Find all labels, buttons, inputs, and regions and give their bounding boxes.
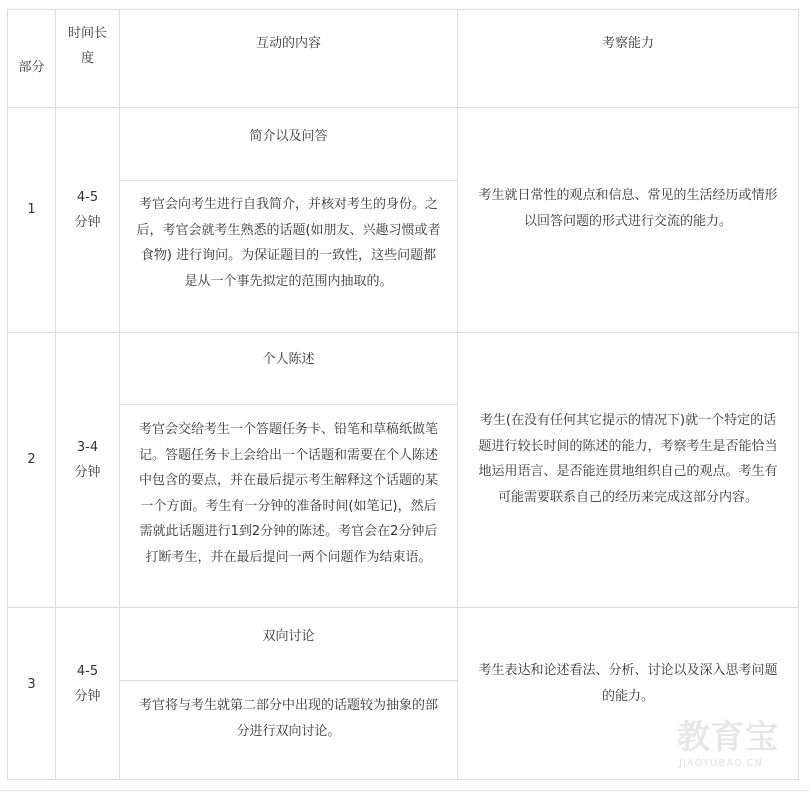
watermark-logo-text: 教育宝 — [677, 717, 779, 756]
row2-topic: 个人陈述 — [262, 352, 315, 367]
ability-line: 的能力。 — [601, 688, 654, 704]
header-content: 互动的内容 — [255, 36, 321, 51]
row1-duration-line2: 分钟 — [74, 215, 101, 230]
content-line: 一个方面。考生有一分钟的准备时间(如笔记)，然后 — [140, 498, 437, 514]
header-duration-line2: 度 — [80, 51, 94, 66]
grid-line — [798, 9, 799, 780]
row1-topic: 简介以及问答 — [249, 129, 328, 144]
row1-duration-line1: 4-5 — [76, 190, 99, 205]
ability-line: 考生就日常性的观点和信息、常见的生活经历或情形 — [478, 188, 778, 203]
watermark-logo — [677, 718, 795, 776]
header-part: 部分 — [18, 60, 45, 75]
grid-line — [7, 779, 799, 780]
row3-duration-line1: 4-5 — [76, 664, 99, 679]
content-line: 食物) 进行询问。为保证题目的一致性，这些问题都 — [140, 248, 437, 263]
row3-duration-line2: 分钟 — [74, 689, 101, 704]
ability-line: 可能需要联系自己的经历来完成这部分内容。 — [497, 489, 758, 505]
grid-line — [7, 9, 799, 10]
row2-ability — [458, 408, 798, 510]
content-line: 后，考官会就考生熟悉的话题(如朋友、兴趣习惯或者 — [136, 222, 441, 238]
row2-part: 2 — [27, 452, 36, 467]
content-line: 需就此话题进行1到2分钟的陈述。考官会在2分钟后 — [139, 524, 438, 539]
row1-part: 1 — [27, 202, 36, 217]
grid-line — [119, 180, 457, 181]
content-line: 是从一个事先拟定的范围内抽取的。 — [184, 273, 393, 289]
content-line: 分进行双向讨论。 — [236, 723, 341, 739]
ability-line: 题进行较长时间的陈述的能力，考察考生是否能恰当 — [478, 438, 778, 454]
grid-line — [7, 9, 8, 780]
page-bottom-rule — [0, 790, 809, 791]
content-line: 打断考生，并在最后提问一两个问题作为结束语。 — [145, 549, 432, 565]
content-line: 中包含的要点，并在最后提示考生解释这个话题的某 — [138, 473, 438, 488]
grid-line — [7, 332, 799, 333]
row2-content — [120, 417, 457, 570]
row2-duration-line2: 分钟 — [74, 465, 101, 480]
grid-line — [7, 107, 799, 108]
grid-line — [119, 404, 457, 405]
row3-content — [120, 693, 457, 744]
ability-line: 考生(在没有任何其它提示的情况下)就一个特定的话 — [479, 413, 777, 428]
watermark-site: JIAOYUBAO.CN — [679, 758, 763, 769]
row3-topic: 双向讨论 — [262, 629, 315, 644]
content-line: 考官将与考生就第二部分中出现的话题较为抽象的部 — [138, 698, 438, 713]
row1-ability — [458, 183, 798, 234]
grid-line — [119, 680, 457, 681]
row2-duration-line1: 3-4 — [76, 440, 99, 455]
content-line: 考官会向考生进行自我简介，并核对考生的身份。之 — [138, 197, 438, 212]
header-ability: 考察能力 — [601, 36, 654, 51]
header-duration-line1: 时间长 — [67, 26, 107, 41]
ability-line: 以回答问题的形式进行交流的能力。 — [523, 213, 732, 229]
content-line: 考官会交给考生一个答题任务卡、铅笔和草稿纸做笔 — [138, 422, 438, 437]
row3-ability — [458, 658, 798, 709]
ability-line: 地运用语言、是否能连贯地组织自己的观点。考生有 — [478, 464, 778, 479]
row1-content — [120, 192, 457, 294]
row3-part: 3 — [27, 677, 36, 692]
ability-line: 考生表达和论述看法、分析、讨论以及深入思考问题 — [478, 663, 778, 678]
grid-line — [7, 607, 799, 608]
content-line: 记。答题任务卡上会给出一个话题和需要在个人陈述 — [138, 447, 438, 463]
